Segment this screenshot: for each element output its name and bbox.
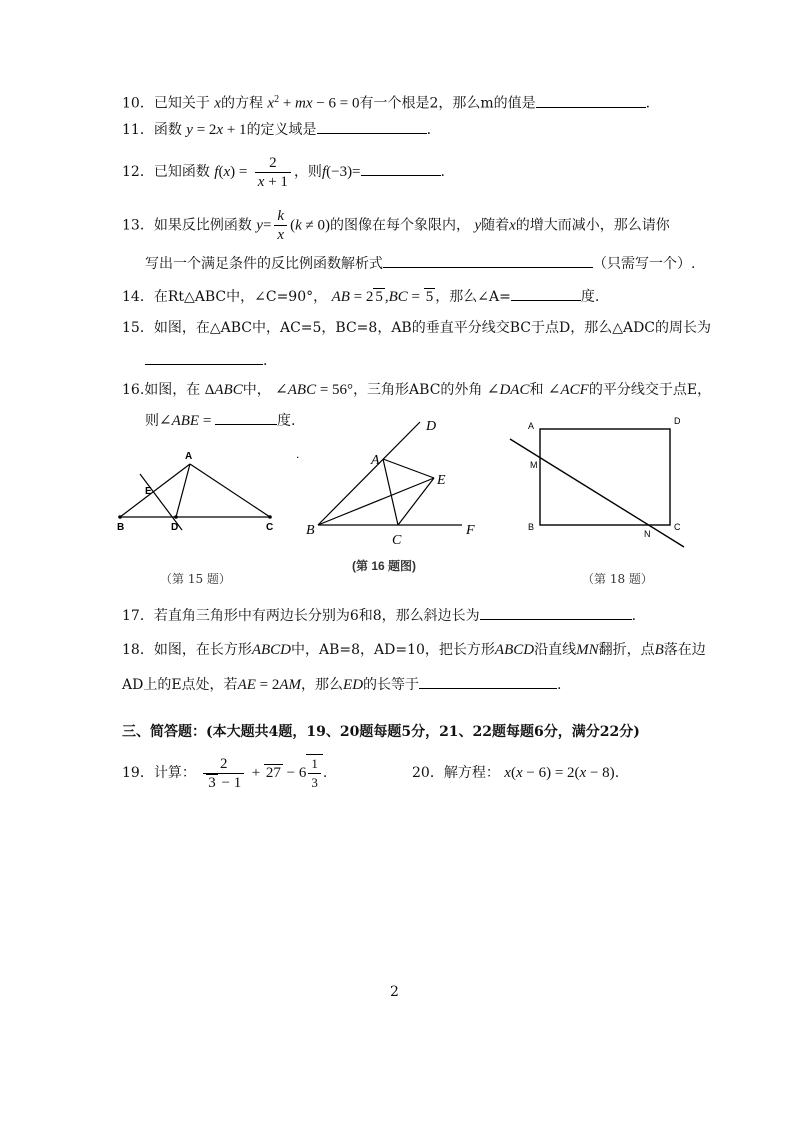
stray-dot: .: [296, 447, 300, 461]
fig16-label-b: B: [306, 523, 315, 538]
question-18: 18．如图，在长方形ABCD中，AB=8，AD=10，把长方形ABCD沿直线MN翻折，点B落在边: [122, 642, 706, 658]
question-16: 16.如图，在 ΔABC中， ∠ABC = 56°，三角形ABC的外角 ∠DAC和 ∠ACF的平分线交于点E，: [122, 382, 712, 398]
answer-blank[interactable]: [145, 350, 263, 365]
question-12: 12．已知函数 f(x) = $\frac{2}{x + 1}$ ，则f(−3)= .: [122, 154, 445, 190]
answer-blank[interactable]: [317, 119, 427, 134]
answer-blank[interactable]: [536, 93, 646, 108]
figure-18: [510, 429, 684, 547]
question-17: 17．若直角三角形中有两边长分别为6和8，那么斜边长为 .: [122, 605, 636, 626]
fig18-label-d: D: [674, 416, 681, 426]
fig15-label-a: A: [185, 451, 193, 462]
fig15-label-d: D: [171, 522, 179, 533]
fig15-label-e: E: [145, 486, 152, 497]
question-20: 20．解方程： x(x − 6) = 2(x − 8).: [412, 765, 620, 781]
fig16-label-a: A: [371, 453, 380, 468]
fig16-label-d: D: [426, 419, 437, 434]
fig16-label-f: F: [466, 523, 475, 538]
question-11: 11．函数 y = 2x + 1的定义域是 .: [122, 119, 431, 140]
fig16-label-e: E: [437, 473, 446, 488]
question-10: 10．已知关于 x的方程 $x^2$ + mx − 6 = 0有一个根是2，那么m的值是 .: [122, 94, 651, 112]
fig15-label-b: B: [117, 522, 125, 533]
answer-blank[interactable]: [361, 161, 441, 176]
question-18-line2: AD上的E点处，若AE = 2AM，那么ED的长等于 .: [122, 674, 561, 695]
fig15-label-c: C: [266, 522, 274, 533]
question-19: 19．计算： $\frac{2}{3 - 1}$ + 27 − 6 $\frac{1}{3}$ .: [122, 755, 328, 791]
fig18-label-a: A: [528, 421, 535, 431]
answer-blank[interactable]: [419, 674, 557, 689]
page-number: 2: [390, 984, 399, 1000]
answer-blank[interactable]: [511, 286, 581, 301]
fig18-label-c: C: [674, 522, 681, 532]
figures: [0, 412, 794, 612]
answer-blank[interactable]: [383, 253, 593, 268]
question-14: 14．在Rt△ABC中，∠C=90°， AB = 2 5 ,BC = 5 ，那么∠A= 度.: [122, 286, 599, 307]
question-13: 13．如果反比例函数 y= $\frac{k}{x}$ (k ≠ 0)的图像在每个象限内， y随着x的增大而减小，那么请你: [122, 208, 670, 243]
fig16-label-c: C: [392, 533, 402, 548]
answer-blank[interactable]: [480, 605, 632, 620]
question-15-line2: .: [145, 350, 267, 371]
question-16-line2: 则∠ABE = 度.: [145, 410, 296, 431]
question-15: 15．如图，在△ABC中，AC=5，BC=8，AB的垂直平分线交BC于点D，那么△ADC的周长为: [122, 320, 712, 336]
question-13-line2: 写出一个满足条件的反比例函数解析式 （只需写一个）.: [145, 253, 695, 274]
fig18-label-m: M: [530, 460, 538, 470]
caption-16: (第 16 题图): [352, 559, 417, 573]
figure-15: [120, 464, 270, 530]
fig18-label-b: B: [528, 522, 535, 532]
section-3-heading: 三、简答题：(本大题共4题，19、20题每题5分，21、22题每题6分，满分22分): [122, 724, 640, 740]
caption-18: （第 18 题）: [582, 572, 653, 586]
fig18-label-n: N: [644, 529, 651, 539]
caption-15: （第 15 题）: [160, 572, 231, 586]
